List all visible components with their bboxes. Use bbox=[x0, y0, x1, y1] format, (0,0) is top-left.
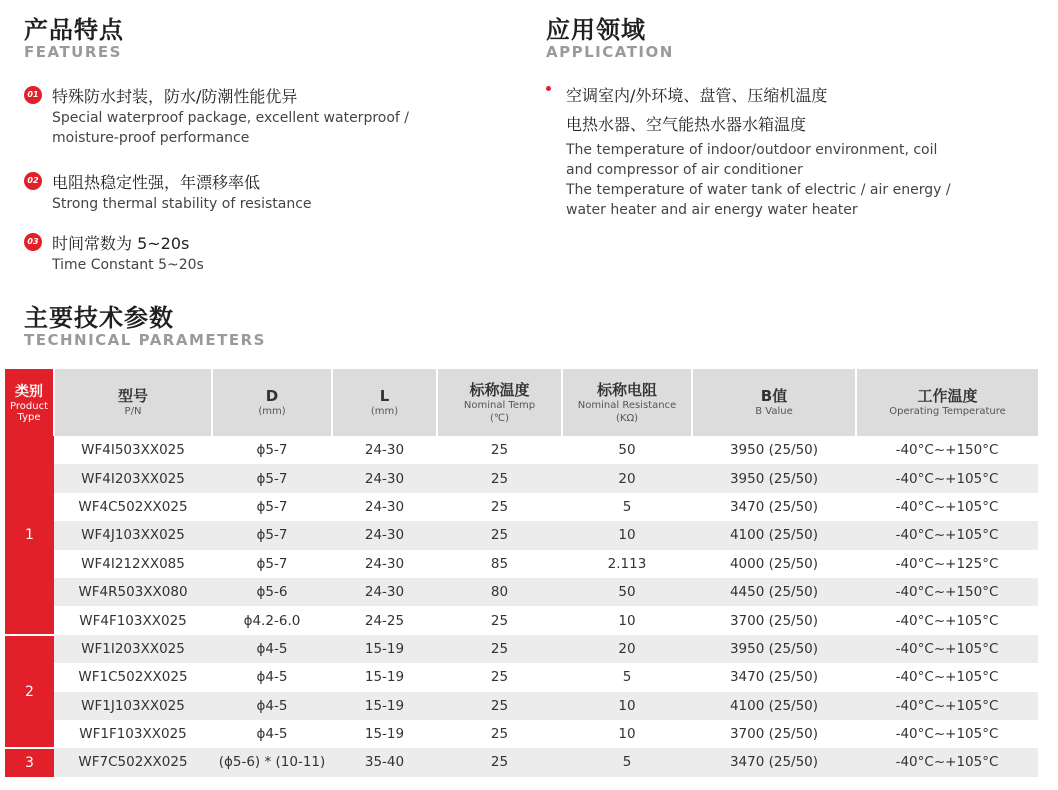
cell-pn: WF4R503XX080 bbox=[54, 578, 212, 606]
cell-res: 50 bbox=[562, 436, 692, 464]
cell-pn: WF4J103XX025 bbox=[54, 521, 212, 549]
cell-d: ϕ5-7 bbox=[212, 436, 332, 464]
cell-l: 24-25 bbox=[332, 606, 437, 634]
application-title-cn: 应用领域 bbox=[546, 16, 646, 44]
header-nominal-temp: 标称温度 Nominal Temp (℃) bbox=[437, 369, 562, 436]
cell-op: -40°C~+125°C bbox=[856, 550, 1038, 578]
header-operating-temp: 工作温度 Operating Temperature bbox=[856, 369, 1038, 436]
table-row bbox=[5, 663, 1038, 691]
cell-b: 3700 (25/50) bbox=[692, 720, 856, 748]
cell-res: 10 bbox=[562, 606, 692, 634]
cell-temp: 25 bbox=[437, 635, 562, 663]
table-body bbox=[5, 436, 1038, 777]
header-nominal-resistance: 标称电阻 Nominal Resistance (KΩ) bbox=[562, 369, 692, 436]
cell-d: ϕ5-7 bbox=[212, 493, 332, 521]
cell-op: -40°C~+105°C bbox=[856, 606, 1038, 634]
cell-pn: WF4F103XX025 bbox=[54, 606, 212, 634]
cell-res: 10 bbox=[562, 692, 692, 720]
cell-l: 15-19 bbox=[332, 663, 437, 691]
cell-d: ϕ5-7 bbox=[212, 464, 332, 492]
cell-op: -40°C~+105°C bbox=[856, 720, 1038, 748]
cell-temp: 25 bbox=[437, 521, 562, 549]
parameters-table bbox=[5, 369, 1038, 777]
application-cn-line: 空调室内/外环境、盘管、压缩机温度 bbox=[566, 86, 828, 105]
application-en-line: and compressor of air conditioner bbox=[566, 162, 803, 178]
cell-temp: 25 bbox=[437, 748, 562, 776]
cell-d: ϕ5-6 bbox=[212, 578, 332, 606]
cell-res: 20 bbox=[562, 635, 692, 663]
cell-d: ϕ5-7 bbox=[212, 521, 332, 549]
table-row bbox=[5, 436, 1038, 464]
cell-d: ϕ4-5 bbox=[212, 663, 332, 691]
product-type-cell: 3 bbox=[5, 748, 54, 776]
cell-op: -40°C~+105°C bbox=[856, 521, 1038, 549]
cell-temp: 25 bbox=[437, 493, 562, 521]
cell-b: 4000 (25/50) bbox=[692, 550, 856, 578]
cell-temp: 85 bbox=[437, 550, 562, 578]
header-d: D (mm) bbox=[212, 369, 332, 436]
cell-pn: WF4I212XX085 bbox=[54, 550, 212, 578]
cell-temp: 80 bbox=[437, 578, 562, 606]
cell-res: 20 bbox=[562, 464, 692, 492]
cell-d: (ϕ5-6) * (10-11) bbox=[212, 748, 332, 776]
table-row bbox=[5, 550, 1038, 578]
cell-pn: WF7C502XX025 bbox=[54, 748, 212, 776]
features-title-cn: 产品特点 bbox=[24, 16, 124, 44]
technical-title-en: TECHNICAL PARAMETERS bbox=[24, 331, 266, 349]
cell-b: 3950 (25/50) bbox=[692, 635, 856, 663]
cell-op: -40°C~+150°C bbox=[856, 578, 1038, 606]
feature-en: Time Constant 5~20s bbox=[52, 257, 204, 273]
cell-op: -40°C~+105°C bbox=[856, 692, 1038, 720]
cell-l: 15-19 bbox=[332, 635, 437, 663]
number-badge-icon: 01 bbox=[24, 86, 42, 104]
cell-res: 50 bbox=[562, 578, 692, 606]
cell-res: 5 bbox=[562, 748, 692, 776]
feature-cn: 电阻热稳定性强，年漂移率低 bbox=[52, 173, 261, 192]
cell-b: 3470 (25/50) bbox=[692, 663, 856, 691]
cell-temp: 25 bbox=[437, 692, 562, 720]
header-type: 类别 Product Type bbox=[5, 369, 54, 436]
cell-b: 4450 (25/50) bbox=[692, 578, 856, 606]
cell-d: ϕ4-5 bbox=[212, 692, 332, 720]
bullet-dot-icon bbox=[546, 86, 551, 91]
cell-pn: WF4I503XX025 bbox=[54, 436, 212, 464]
cell-temp: 25 bbox=[437, 436, 562, 464]
cell-b: 3470 (25/50) bbox=[692, 493, 856, 521]
cell-res: 10 bbox=[562, 521, 692, 549]
cell-res: 2.113 bbox=[562, 550, 692, 578]
product-type-cell: 1 bbox=[5, 436, 54, 635]
table-row bbox=[5, 692, 1038, 720]
cell-op: -40°C~+105°C bbox=[856, 464, 1038, 492]
feature-en: Strong thermal stability of resistance bbox=[52, 196, 312, 212]
technical-title-cn: 主要技术参数 bbox=[24, 304, 174, 332]
cell-b: 4100 (25/50) bbox=[692, 692, 856, 720]
cell-op: -40°C~+105°C bbox=[856, 748, 1038, 776]
cell-op: -40°C~+105°C bbox=[856, 493, 1038, 521]
cell-d: ϕ4-5 bbox=[212, 635, 332, 663]
cell-temp: 25 bbox=[437, 720, 562, 748]
features-title-en: FEATURES bbox=[24, 43, 122, 61]
cell-res: 5 bbox=[562, 663, 692, 691]
header-b-value: B值 B Value bbox=[692, 369, 856, 436]
cell-l: 24-30 bbox=[332, 578, 437, 606]
number-badge-icon: 03 bbox=[24, 233, 42, 251]
table-row bbox=[5, 635, 1038, 663]
table-row bbox=[5, 493, 1038, 521]
cell-l: 24-30 bbox=[332, 436, 437, 464]
application-en-line: The temperature of indoor/outdoor environment, coil bbox=[566, 142, 938, 158]
application-cn-line: 电热水器、空气能热水器水箱温度 bbox=[566, 115, 807, 134]
cell-d: ϕ4.2-6.0 bbox=[212, 606, 332, 634]
cell-l: 15-19 bbox=[332, 720, 437, 748]
cell-temp: 25 bbox=[437, 464, 562, 492]
cell-op: -40°C~+105°C bbox=[856, 635, 1038, 663]
cell-l: 35-40 bbox=[332, 748, 437, 776]
cell-pn: WF1C502XX025 bbox=[54, 663, 212, 691]
feature-cn: 特殊防水封装，防水/防潮性能优异 bbox=[52, 87, 298, 106]
number-badge-icon: 02 bbox=[24, 172, 42, 190]
feature-cn: 时间常数为 5~20s bbox=[52, 234, 190, 253]
table-row bbox=[5, 521, 1038, 549]
cell-l: 24-30 bbox=[332, 521, 437, 549]
cell-temp: 25 bbox=[437, 606, 562, 634]
feature-en: moisture-proof performance bbox=[52, 130, 250, 146]
table-header-row bbox=[5, 369, 1038, 436]
feature-en: Special waterproof package, excellent waterproof / bbox=[52, 110, 409, 126]
cell-op: -40°C~+105°C bbox=[856, 663, 1038, 691]
table-row bbox=[5, 720, 1038, 748]
application-title-en: APPLICATION bbox=[546, 43, 674, 61]
cell-b: 3950 (25/50) bbox=[692, 464, 856, 492]
application-en-line: water heater and air energy water heater bbox=[566, 202, 858, 218]
application-en-line: The temperature of water tank of electric / air energy / bbox=[566, 182, 951, 198]
cell-d: ϕ5-7 bbox=[212, 550, 332, 578]
cell-pn: WF1J103XX025 bbox=[54, 692, 212, 720]
cell-pn: WF1I203XX025 bbox=[54, 635, 212, 663]
cell-l: 24-30 bbox=[332, 493, 437, 521]
cell-b: 4100 (25/50) bbox=[692, 521, 856, 549]
table-row bbox=[5, 606, 1038, 634]
cell-l: 24-30 bbox=[332, 550, 437, 578]
cell-d: ϕ4-5 bbox=[212, 720, 332, 748]
cell-b: 3950 (25/50) bbox=[692, 436, 856, 464]
product-type-cell: 2 bbox=[5, 635, 54, 749]
cell-temp: 25 bbox=[437, 663, 562, 691]
cell-b: 3470 (25/50) bbox=[692, 748, 856, 776]
header-l: L (mm) bbox=[332, 369, 437, 436]
cell-op: -40°C~+150°C bbox=[856, 436, 1038, 464]
table-row bbox=[5, 578, 1038, 606]
cell-res: 5 bbox=[562, 493, 692, 521]
cell-pn: WF4I203XX025 bbox=[54, 464, 212, 492]
header-pn: 型号 P/N bbox=[54, 369, 212, 436]
cell-l: 24-30 bbox=[332, 464, 437, 492]
cell-b: 3700 (25/50) bbox=[692, 606, 856, 634]
table-row bbox=[5, 464, 1038, 492]
cell-l: 15-19 bbox=[332, 692, 437, 720]
cell-pn: WF1F103XX025 bbox=[54, 720, 212, 748]
cell-res: 10 bbox=[562, 720, 692, 748]
table-row bbox=[5, 748, 1038, 776]
cell-pn: WF4C502XX025 bbox=[54, 493, 212, 521]
